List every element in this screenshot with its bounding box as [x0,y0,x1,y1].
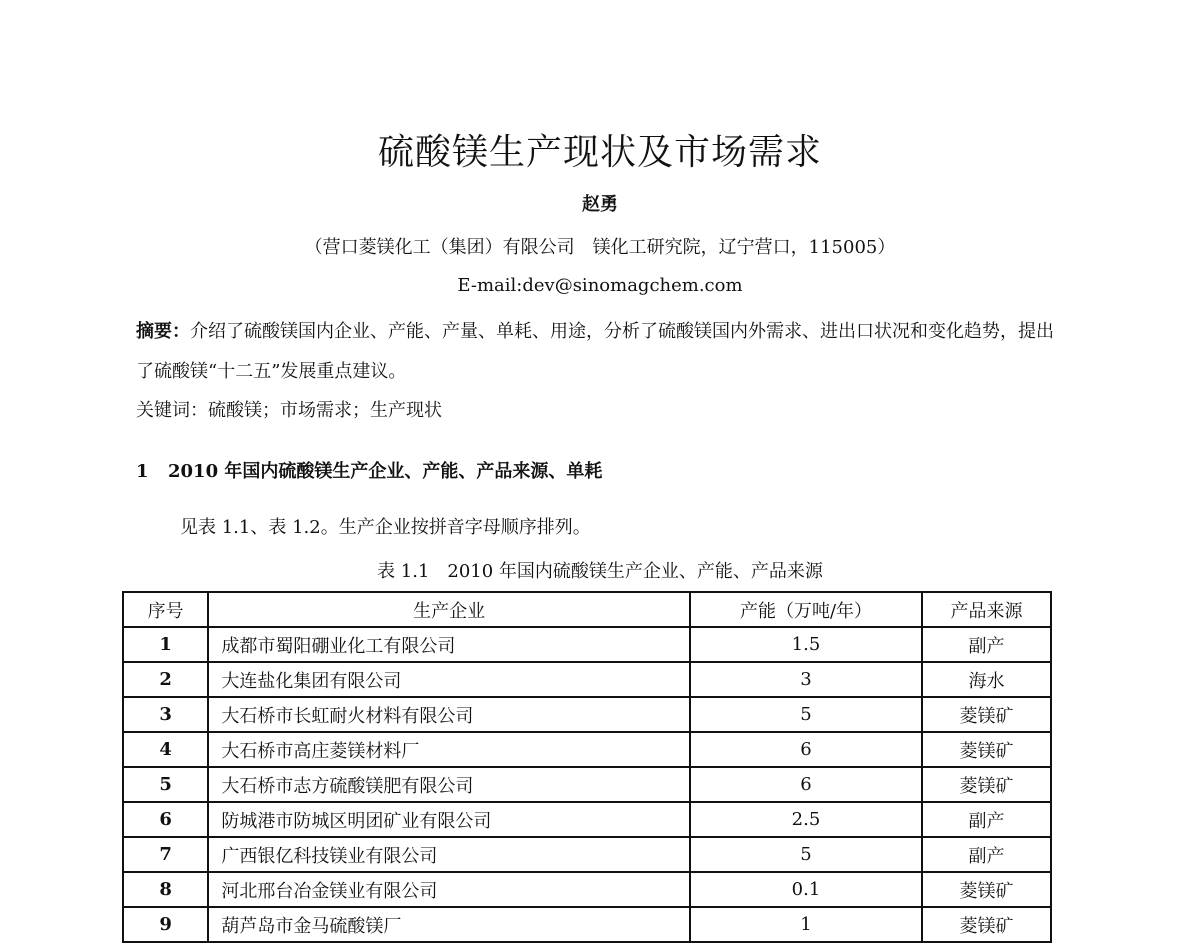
row-company: 葫芦岛市金马硫酸镁厂 [221,915,402,937]
row-company-cell [208,907,690,942]
header-source: 产品来源 [922,592,1051,627]
row-capacity: 5 [690,837,922,872]
table-caption: 表 1.1 2010 年国内硫酸镁生产企业、产能、产品来源 [377,561,823,582]
paper-title: 硫酸镁生产现状及市场需求 [377,132,822,173]
row-capacity: 1.5 [690,627,922,662]
row-company: 成都市蜀阳硼业化工有限公司 [221,635,456,657]
abstract [136,312,1071,392]
section-number: 1 [136,461,149,482]
table-header-row [123,592,1051,627]
row-company-cell [208,627,690,662]
row-company: 大石桥市长虹耐火材料有限公司 [221,705,474,727]
row-capacity: 6 [690,732,922,767]
table-row [123,767,1051,802]
row-source: 菱镁矿 [922,697,1051,732]
row-source: 副产 [922,802,1051,837]
row-source: 菱镁矿 [922,767,1051,802]
table-row [123,907,1051,942]
table-row [123,662,1051,697]
table-body [123,627,1051,942]
row-source: 菱镁矿 [922,872,1051,907]
abstract-label: 摘要： [136,321,190,342]
section-heading [136,457,602,483]
header-company: 生产企业 [208,592,690,627]
row-company: 大连盐化集团有限公司 [221,670,402,692]
row-source: 副产 [922,627,1051,662]
row-source: 海水 [922,662,1051,697]
keywords-label: 关键词： [136,400,208,421]
section-title: 2010 年国内硫酸镁生产企业、产能、产品来源、单耗 [168,461,603,482]
row-capacity: 2.5 [690,802,922,837]
row-number: 8 [123,872,208,907]
producers-table [122,591,1052,943]
table-row [123,802,1051,837]
keywords-text: 硫酸镁；市场需求；生产现状 [208,400,442,421]
header-no: 序号 [123,592,208,627]
row-capacity: 5 [690,697,922,732]
row-capacity: 6 [690,767,922,802]
row-capacity: 0.1 [690,872,922,907]
row-source: 菱镁矿 [922,907,1051,942]
email: E-mail:dev@sinomagchem.com [457,275,743,296]
row-number: 5 [123,767,208,802]
row-source: 副产 [922,837,1051,872]
row-company: 大石桥市志方硫酸镁肥有限公司 [221,775,474,797]
row-company-cell [208,732,690,767]
row-source: 菱镁矿 [922,732,1051,767]
table-row [123,872,1051,907]
row-company-cell [208,802,690,837]
row-company-cell [208,837,690,872]
row-company-cell [208,662,690,697]
abstract-text: 介绍了硫酸镁国内企业、产能、产量、单耗、用途，分析了硫酸镁国内外需求、进出口状况和变化趋势，提出了硫酸镁“十二五”发展重点建议。 [136,321,1054,382]
row-number: 9 [123,907,208,942]
table-row [123,732,1051,767]
row-capacity: 3 [690,662,922,697]
row-company: 防城港市防城区明团矿业有限公司 [221,810,492,832]
row-company: 广西银亿科技镁业有限公司 [221,845,438,867]
row-company-cell [208,697,690,732]
row-capacity: 1 [690,907,922,942]
affiliation: （营口菱镁化工（集团）有限公司 镁化工研究院，辽宁营口，115005） [304,237,896,258]
row-company: 大石桥市高庄菱镁材料厂 [221,740,420,762]
header-capacity: 产能（万吨/年） [690,592,922,627]
row-number: 3 [123,697,208,732]
row-number: 1 [123,627,208,662]
author: 赵勇 [582,194,618,215]
row-number: 4 [123,732,208,767]
row-number: 7 [123,837,208,872]
row-number: 6 [123,802,208,837]
table-row [123,837,1051,872]
keywords [136,396,442,422]
row-number: 2 [123,662,208,697]
row-company-cell [208,872,690,907]
row-company: 河北邢台冶金镁业有限公司 [221,880,438,902]
row-company-cell [208,767,690,802]
table-row [123,627,1051,662]
intro-paragraph: 见表 1.1、表 1.2。生产企业按拼音字母顺序排列。 [180,517,591,538]
table-row [123,697,1051,732]
